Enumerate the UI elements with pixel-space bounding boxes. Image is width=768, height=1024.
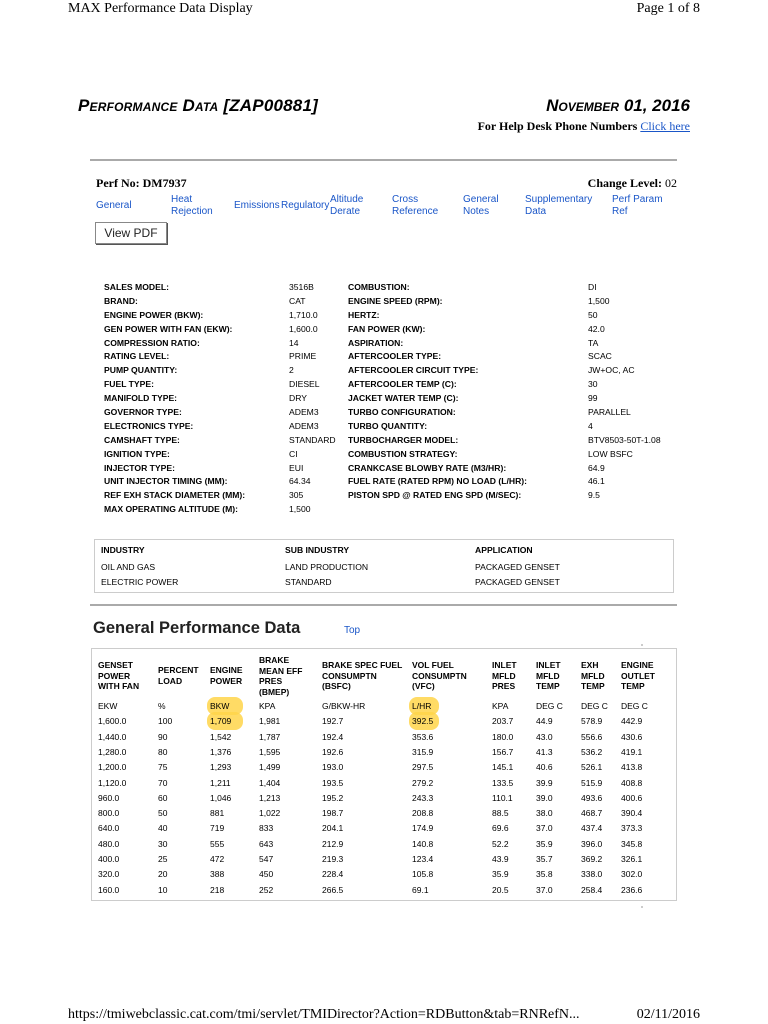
table-cell: 133.5 [492, 777, 514, 788]
spec-value: 64.34 [289, 476, 311, 487]
table-cell: 192.4 [322, 731, 344, 742]
col-header-line: CONSUMPTN [412, 670, 467, 681]
spec-label: AFTERCOOLER TYPE: [348, 351, 442, 362]
col-header-line: MFLD [536, 670, 560, 681]
table-cell: 110.1 [492, 792, 513, 803]
table-cell: 35.8 [536, 869, 553, 880]
sub-industry-cell: LAND PRODUCTION [285, 562, 369, 572]
table-cell: 450 [259, 869, 274, 880]
col-header-engine-power [210, 665, 243, 686]
table-cell: 279.2 [412, 777, 434, 788]
table-cell: 419.1 [621, 746, 643, 757]
nav-general-notes[interactable]: General Notes [463, 194, 499, 217]
table-cell: 1,981 [259, 716, 281, 727]
table-cell: 1,211 [210, 777, 231, 788]
spec-label: FAN POWER (KW): [348, 323, 426, 334]
table-cell: 123.4 [412, 854, 434, 864]
industry-cell: OIL AND GAS [101, 562, 156, 572]
table-cell: 145.1 [492, 762, 514, 773]
spec-value: 50 [588, 309, 598, 320]
table-cell: 258.4 [581, 884, 603, 895]
change-level-label: Change Level: [587, 176, 662, 190]
table-cell: 578.9 [581, 716, 603, 727]
table-cell: 35.7 [536, 854, 553, 864]
spec-value: STANDARD [289, 434, 336, 445]
table-cell: 88.5 [492, 808, 509, 819]
col-header-line: GENSET [98, 660, 133, 670]
unit-cell: G/BKW-HR [322, 701, 366, 711]
unit-cell: DEG C [581, 701, 608, 711]
spec-label: COMBUSTION STRATEGY: [348, 448, 458, 459]
table-cell: 212.9 [322, 838, 344, 849]
spec-label: TURBOCHARGER MODEL: [348, 434, 459, 445]
col-header-line: PRES [492, 681, 516, 691]
spec-value: 46.1 [588, 476, 605, 487]
table-cell: 493.6 [581, 792, 603, 803]
spec-label: SALES MODEL: [104, 282, 169, 292]
table-cell: 555 [210, 838, 225, 849]
table-cell: 297.5 [412, 762, 434, 773]
table-cell: 228.4 [322, 869, 344, 880]
table-cell: 400.6 [621, 792, 643, 803]
help-desk-line [478, 119, 690, 134]
industry-table [94, 539, 674, 593]
table-cell: 40 [158, 823, 168, 834]
table-cell: 37.0 [536, 884, 553, 895]
table-cell: 392.5 [412, 716, 434, 727]
table-cell: 833 [259, 823, 274, 834]
table-cell: 1,787 [259, 731, 281, 742]
industry-header: INDUSTRY [101, 545, 145, 555]
spec-value: 2 [289, 365, 294, 376]
spec-value: CI [289, 448, 298, 459]
table-cell: 38.0 [536, 808, 553, 819]
unit-cell: BKW [210, 701, 230, 711]
table-cell: 70 [158, 777, 168, 788]
spec-label: MAX OPERATING ALTITUDE (M): [104, 504, 238, 515]
spec-label: PUMP QUANTITY: [104, 365, 178, 376]
table-cell: 156.7 [492, 746, 514, 757]
table-cell: 547 [259, 854, 274, 864]
table-cell: 160.0 [98, 884, 120, 895]
spec-label: UNIT INJECTOR TIMING (MM): [104, 476, 228, 487]
table-cell: 1,404 [259, 777, 281, 788]
col-header-bmep [259, 655, 302, 697]
spec-value: 305 [289, 490, 304, 501]
spec-value: DRY [289, 393, 307, 404]
table-cell: 10 [158, 884, 168, 895]
spec-value: 3516B [289, 282, 314, 292]
table-cell: 192.7 [322, 716, 344, 727]
table-cell: 193.0 [322, 762, 344, 773]
nav-supplementary-data[interactable]: Supplementary Data [525, 194, 593, 217]
col-header-percent-load [158, 665, 199, 686]
table-cell: 180.0 [492, 731, 514, 742]
spec-label: ASPIRATION: [348, 337, 404, 348]
table-cell: 472 [210, 854, 225, 864]
table-cell: 266.5 [322, 884, 344, 895]
footer-date: 02/11/2016 [636, 1007, 700, 1022]
spec-value: 1,600.0 [289, 323, 318, 334]
table-cell: 437.4 [581, 823, 603, 834]
spec-value: 1,500 [289, 504, 311, 515]
table-cell: 1,293 [210, 762, 232, 773]
table-cell: 198.7 [322, 808, 344, 819]
table-cell: 1,499 [259, 762, 281, 773]
col-header-line: PRES [259, 676, 283, 686]
table-cell: 35.9 [536, 838, 553, 849]
table-cell: 174.9 [412, 823, 434, 834]
spec-label: CRANKCASE BLOWBY RATE (M3/HR): [348, 462, 507, 473]
table-cell: 39.0 [536, 792, 553, 803]
table-cell: 69.1 [412, 884, 429, 895]
table-cell: 219.3 [322, 854, 344, 864]
nav-emissions[interactable]: Emissions [234, 200, 280, 211]
col-header-inlet-temp [536, 660, 561, 692]
spec-label: RATING LEVEL: [104, 351, 170, 362]
sub-industry-cell: STANDARD [285, 577, 332, 587]
spec-value: 14 [289, 337, 299, 348]
col-header-bsfc [322, 660, 402, 692]
table-cell: 1,046 [210, 792, 232, 803]
spec-value: ADEM3 [289, 420, 319, 431]
spec-value: JW+OC, AC [588, 365, 635, 376]
table-cell: 719 [210, 823, 225, 834]
spec-label: ENGINE SPEED (RPM): [348, 295, 443, 306]
table-cell: 1,709 [210, 716, 232, 727]
spec-value: 64.9 [588, 462, 605, 473]
table-cell: 302.0 [621, 869, 643, 880]
col-header-line: BRAKE [259, 655, 290, 665]
table-cell: 515.9 [581, 777, 603, 788]
col-header-line: ENGINE [621, 660, 654, 670]
table-cell: 43.0 [536, 731, 553, 742]
table-cell: 243.3 [412, 792, 434, 803]
table-cell: 800.0 [98, 808, 120, 819]
spec-value: TA [588, 337, 599, 348]
divider [90, 159, 677, 161]
perf-number-value: DM7937 [142, 176, 187, 190]
col-header-outlet-temp [621, 660, 655, 692]
table-cell: 526.1 [581, 762, 603, 773]
table-cell: 69.6 [492, 823, 509, 834]
col-header-line: EXH [581, 660, 599, 670]
table-cell: 105.8 [412, 869, 434, 880]
table-cell: 37.0 [536, 823, 553, 834]
table-cell: 369.2 [581, 854, 603, 864]
spec-value: SCAC [588, 351, 612, 362]
unit-cell: DEG C [621, 701, 648, 711]
sub-industry-header: SUB INDUSTRY [285, 545, 350, 555]
page-indicator: Page 1 of 8 [636, 1, 700, 16]
col-header-exh-temp [581, 660, 605, 692]
page-title [78, 96, 318, 116]
nav-altitude-derate[interactable]: Altitude Derate [330, 194, 364, 217]
industry-cell: ELECTRIC POWER [101, 577, 179, 587]
table-cell: 90 [158, 731, 168, 742]
table-cell: 353.6 [412, 731, 434, 742]
spec-label: REF EXH STACK DIAMETER (MM): [104, 490, 246, 501]
spec-label: HERTZ: [348, 309, 380, 320]
table-cell: 193.5 [322, 777, 344, 788]
nav-regulatory[interactable]: Regulatory [281, 200, 330, 211]
specs-right-labels [348, 281, 527, 503]
unit-cell: KPA [492, 701, 509, 711]
spec-label: COMBUSTION: [348, 282, 410, 292]
spec-value: 1,710.0 [289, 309, 318, 320]
footer-url: https://tmiwebclassic.cat.com/tmi/servlet/TMIDirector?Action=RDButton&tab=RNRefN... [68, 1007, 580, 1022]
table-cell: 192.6 [322, 746, 344, 757]
help-desk-link[interactable]: Click here [640, 119, 690, 133]
col-header-line: (VFC) [412, 681, 435, 691]
table-cell: 60 [158, 792, 168, 803]
table-cell: 442.9 [621, 716, 643, 727]
table-cell: 960.0 [98, 792, 120, 803]
spec-label: MANIFOLD TYPE: [104, 393, 178, 404]
table-cell: 1,200.0 [98, 762, 127, 773]
table-cell: 1,213 [259, 792, 281, 803]
table-cell: 326.1 [621, 854, 643, 864]
table-cell: 140.8 [412, 838, 434, 849]
table-cell: 396.0 [581, 838, 603, 849]
spec-label: IGNITION TYPE: [104, 448, 170, 459]
table-cell: 430.6 [621, 731, 643, 742]
table-cell: 208.8 [412, 808, 434, 819]
unit-cell: % [158, 701, 166, 711]
table-cell: 1,280.0 [98, 746, 127, 757]
spec-value: 42.0 [588, 323, 605, 334]
table-cell: 25 [158, 854, 168, 864]
table-cell: 20.5 [492, 884, 509, 895]
col-header-line: ENGINE [210, 665, 243, 675]
unit-cell: KPA [259, 701, 276, 711]
table-cell: 408.8 [621, 777, 643, 788]
change-level-value: 02 [665, 176, 677, 190]
spec-value: PARALLEL [588, 407, 631, 418]
spec-value: DIESEL [289, 379, 320, 390]
col-header-line: POWER [210, 675, 243, 686]
col-header-line: TEMP [536, 681, 560, 691]
spec-label: FUEL TYPE: [104, 379, 154, 390]
table-cell: 44.9 [536, 716, 553, 727]
unit-cell: EKW [98, 701, 118, 711]
table-cell: 400.0 [98, 854, 120, 864]
table-cell: 218 [210, 884, 225, 895]
table-cell: 388 [210, 869, 225, 880]
col-header-line: OUTLET [621, 670, 655, 681]
spec-label: BRAND: [104, 295, 138, 306]
table-cell: 315.9 [412, 746, 434, 757]
table-cell: 556.6 [581, 731, 603, 742]
document-title: MAX Performance Data Display [68, 1, 253, 16]
table-cell: 195.2 [322, 792, 344, 803]
specs-left-labels [104, 281, 245, 517]
table-cell: 1,376 [210, 746, 232, 757]
specs-left-values [289, 281, 336, 517]
application-header: APPLICATION [475, 545, 533, 555]
col-header-line: PERCENT [158, 665, 199, 675]
marker-dot [641, 906, 643, 908]
perf-number [96, 176, 187, 191]
col-header-line: MFLD [492, 670, 516, 681]
spec-value: PRIME [289, 351, 317, 362]
spec-label: TURBO QUANTITY: [348, 420, 428, 431]
col-header-line: MEAN EFF [259, 665, 303, 676]
perf-number-label: Perf No: [96, 176, 140, 190]
spec-value: 1,500 [588, 295, 610, 306]
table-cell: 52.2 [492, 838, 509, 849]
spec-label: INJECTOR TYPE: [104, 462, 175, 473]
table-cell: 345.8 [621, 838, 643, 849]
general-performance-title: General Performance Data [93, 619, 301, 637]
spec-value: 30 [588, 379, 598, 390]
spec-label: AFTERCOOLER CIRCUIT TYPE: [348, 365, 479, 376]
help-desk-text: For Help Desk Phone Numbers [477, 119, 638, 133]
col-header-line: MFLD [581, 670, 605, 681]
spec-value: BTV8503-50T-1.08 [588, 434, 661, 445]
application-cell: PACKAGED GENSET [475, 577, 560, 587]
table-cell: 881 [210, 808, 225, 819]
table-cell: 1,595 [259, 746, 281, 757]
nav-heat-rejection[interactable]: Heat Rejection [171, 194, 213, 217]
col-header-line: POWER [98, 670, 131, 681]
table-cell: 20 [158, 869, 168, 880]
col-header-genset-power [98, 660, 139, 692]
table-cell: 390.4 [621, 808, 643, 819]
col-header-line: BRAKE SPEC FUEL [322, 660, 403, 670]
table-cell: 252 [259, 884, 274, 895]
table-cell: 338.0 [581, 869, 603, 880]
col-header-line: CONSUMPTN [322, 670, 377, 681]
table-cell: 40.6 [536, 762, 553, 773]
spec-label: GEN POWER WITH FAN (EKW): [104, 323, 233, 334]
col-header-line: WITH FAN [98, 681, 140, 691]
nav-cross-reference[interactable]: Cross Reference [392, 194, 439, 217]
table-cell: 75 [158, 762, 168, 773]
table-cell: 320.0 [98, 869, 120, 880]
spec-label: ELECTRONICS TYPE: [104, 420, 194, 431]
table-cell: 50 [158, 808, 168, 819]
divider [90, 604, 677, 606]
col-header-line: TEMP [621, 681, 645, 691]
spec-label: TURBO CONFIGURATION: [348, 407, 456, 418]
spec-label: GOVERNOR TYPE: [104, 407, 182, 418]
table-cell: 643 [259, 838, 274, 849]
spec-value: LOW BSFC [588, 448, 633, 459]
spec-value: ADEM3 [289, 407, 319, 418]
table-cell: 1,440.0 [98, 731, 127, 742]
table-cell: 373.3 [621, 823, 643, 834]
table-cell: 536.2 [581, 746, 603, 757]
unit-cell: DEG C [536, 701, 563, 711]
table-cell: 1,542 [210, 731, 232, 742]
page-title-prefix: Performance Data [78, 96, 219, 115]
table-cell: 640.0 [98, 823, 120, 834]
application-cell: PACKAGED GENSET [475, 562, 560, 572]
spec-value: 99 [588, 393, 598, 404]
col-header-line: INLET [536, 660, 561, 670]
col-header-line: VOL FUEL [412, 660, 454, 670]
spec-label: ENGINE POWER (BKW): [104, 309, 204, 320]
spec-value: 9.5 [588, 490, 600, 501]
table-cell: 480.0 [98, 838, 120, 849]
spec-label: COMPRESSION RATIO: [104, 337, 200, 348]
table-cell: 100 [158, 716, 173, 727]
col-header-line: TEMP [581, 681, 605, 691]
nav-general[interactable]: General [96, 200, 132, 211]
table-cell: 35.9 [492, 869, 509, 880]
table-cell: 236.6 [621, 884, 643, 895]
table-cell: 1,022 [259, 808, 281, 819]
table-cell: 30 [158, 838, 168, 849]
spec-label: AFTERCOOLER TEMP (C): [348, 379, 457, 390]
performance-date: November 01, 2016 [546, 96, 690, 115]
table-cell: 80 [158, 746, 168, 757]
change-level [588, 176, 677, 191]
col-header-line: INLET [492, 660, 517, 670]
marker-dot [641, 644, 643, 646]
table-cell: 43.9 [492, 854, 509, 864]
table-cell: 204.1 [322, 823, 344, 834]
page-title-code: [ZAP00881] [223, 96, 318, 115]
spec-value: CAT [289, 295, 306, 306]
nav-perf-param-ref[interactable]: Perf Param Ref [612, 194, 663, 217]
col-header-line: (BMEP) [259, 686, 290, 697]
table-cell: 41.3 [536, 746, 553, 757]
col-header-vfc [412, 660, 467, 692]
spec-label: JACKET WATER TEMP (C): [348, 393, 459, 404]
col-header-inlet-pres [492, 660, 517, 692]
col-header-line: (BSFC) [322, 681, 351, 691]
unit-cell: L/HR [412, 701, 432, 711]
spec-label: FUEL RATE (RATED RPM) NO LOAD (L/HR): [348, 476, 528, 487]
spec-label: PISTON SPD @ RATED ENG SPD (M/SEC): [348, 490, 522, 501]
view-pdf-button[interactable]: View PDF [95, 222, 167, 244]
table-cell: 1,600.0 [98, 716, 127, 727]
spec-value: DI [588, 282, 597, 292]
spec-value: 4 [588, 420, 593, 431]
specs-right-values [588, 281, 661, 503]
top-link[interactable]: Top [344, 625, 361, 636]
spec-value: EUI [289, 462, 304, 473]
col-header-line: LOAD [158, 675, 183, 686]
table-cell: 39.9 [536, 777, 553, 788]
table-cell: 203.7 [492, 716, 514, 727]
table-cell: 413.8 [621, 762, 643, 773]
table-cell: 468.7 [581, 808, 603, 819]
table-cell: 1,120.0 [98, 777, 127, 788]
spec-label: CAMSHAFT TYPE: [104, 434, 180, 445]
